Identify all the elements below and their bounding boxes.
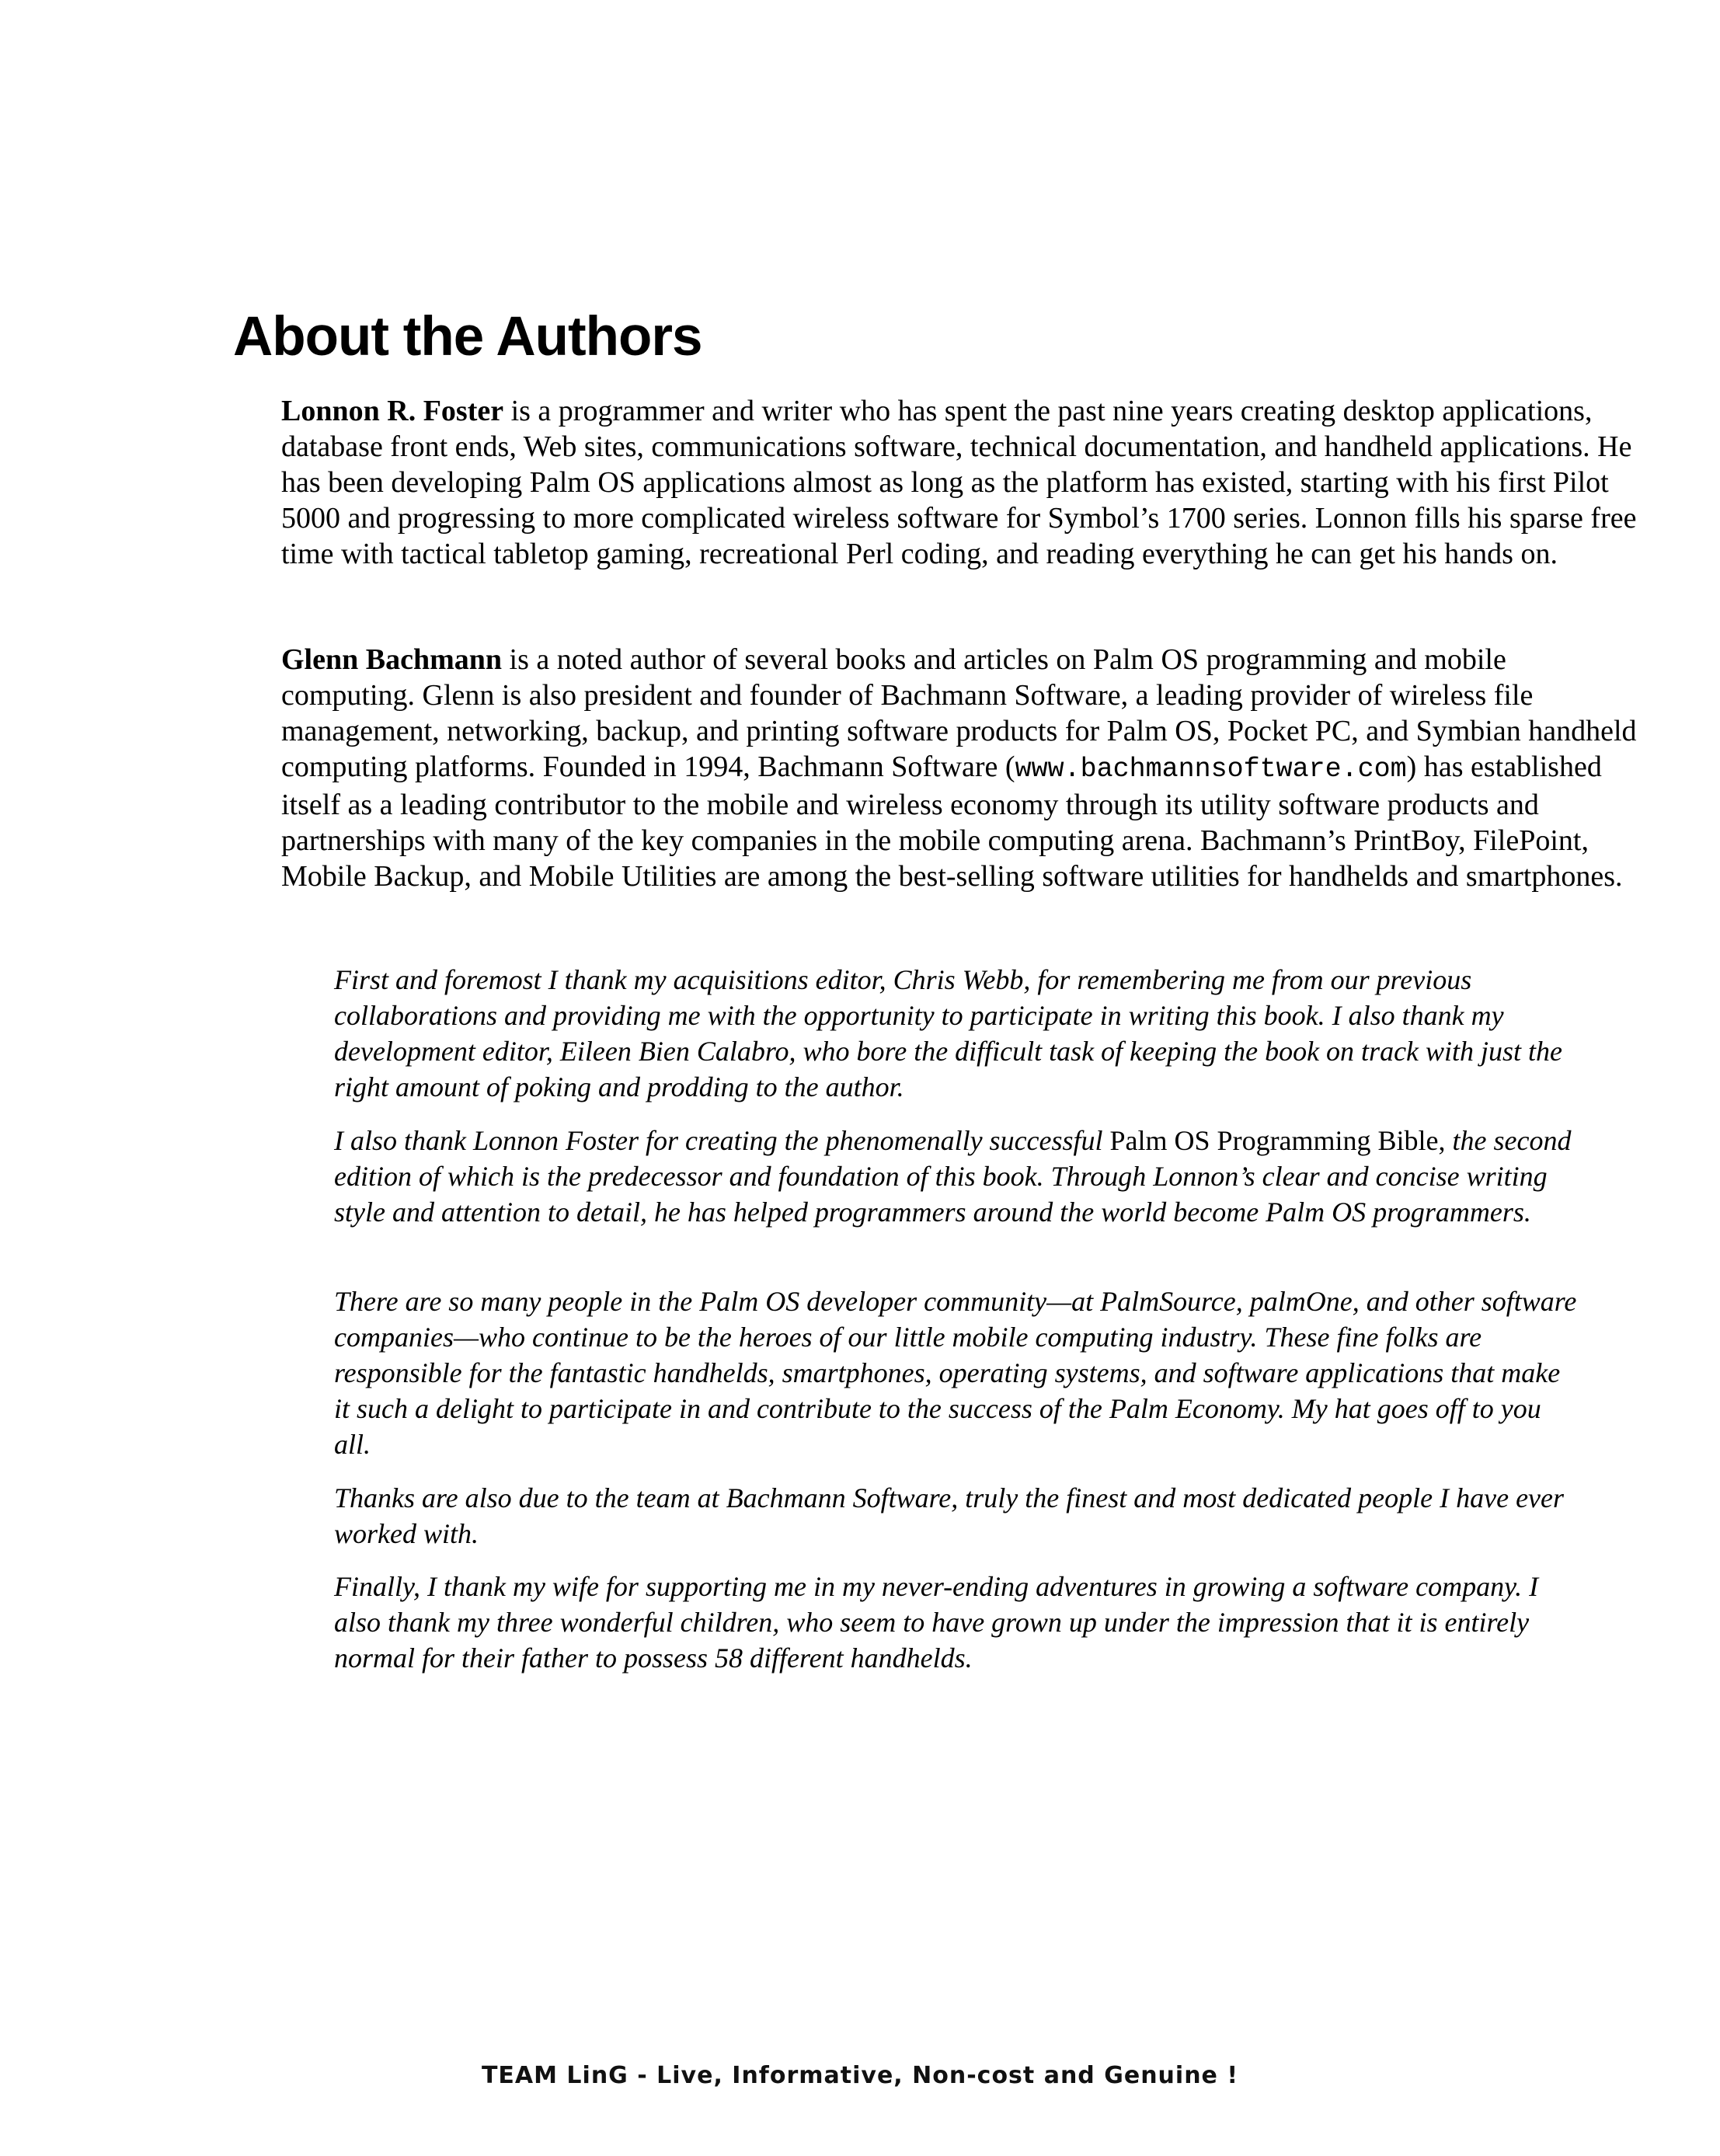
author-name-bachmann: Glenn Bachmann [281,643,503,676]
acknowledgment-paragraph-2-text-continued: the second edition of which is the predecessor and foundation of this book. Through Lonnon’s clear and concise writing style and attention to detail, he has helped programmers around the world become Palm OS programmers. [334,1125,1572,1228]
acknowledgment-paragraph-3: There are so many people in the Palm OS developer community—at PalmSource, palmOne, and other software companies—who continue to be the heroes of our little mobile computing industry. These fine folks are responsible for the fantastic handhelds, smartphones, operating systems, and software applications that make it such a delight to participate in and contribute to the success of the Palm Economy. My hat goes off to you all. [334,1286,1577,1460]
acknowledgment-paragraph-2 [334,1123,1582,1230]
acknowledgment-paragraph-1: First and foremost I thank my acquisitions editor, Chris Webb, for remembering me from our previous collaborations and providing me with the opportunity to participate in writing this book. I also thank my development editor, Eileen Bien Calabro, who bore the difficult task of keeping the book on track with just the right amount of poking and prodding to the author. [334,964,1563,1102]
acknowledgment-paragraph-4: Thanks are also due to the team at Bachmann Software, truly the finest and most dedicated people I have ever worked with. [334,1482,1565,1549]
author-bio-foster [281,393,1647,572]
book-title: Palm OS Programming Bible, [1109,1125,1446,1156]
acknowledgment-paragraph-5: Finally, I thank my wife for supporting me in my never-ending adventures in growing a software company. I also thank my three wonderful children, who seem to have grown up under the impression that it is entirely normal for their father to possess 58 different handhelds. [334,1571,1539,1674]
acknowledgment-paragraph-2-text: I also thank Lonnon Foster for creating the phenomenally successful [334,1125,1110,1156]
author-name-foster: Lonnon R. Foster [281,395,504,427]
author-bio-text-foster: is a programmer and writer who has spent the past nine years creating desktop applications, database front ends, Web sites, communications software, technical documentation, and handheld applications. He has been developing Palm OS applications almost as long as the platform has existed, starting with his first Pilot 5000 and progressing to more complicated wireless software for Symbol’s 1700 series. Lonnon fills his sparse free time with tactical tabletop gaming, recreational Perl coding, and reading everything he can get his hands on. [281,395,1637,570]
company-url: www.bachmannsoftware.com [1015,754,1407,785]
author-bio-text-bachmann: is a noted author of several books and articles on Palm OS programming and mobile computing. Glenn is also president and founder of Bachmann Software, a leading provider of wireless file management, networking, backup, and printing software products for Palm OS, Pocket PC, and Symbian handheld computing platforms. Founded in 1994, Bachmann Software ( [281,643,1637,783]
footer-watermark: TEAM LinG - Live, Informative, Non-cost and Genuine ! [481,2062,1239,2089]
page-title: About the Authors [233,306,702,367]
author-bio-bachmann [281,642,1647,894]
author-bio-text-bachmann-continued: ) has established itself as a leading contributor to the mobile and wireless economy through its utility software products and partnerships with many of the key companies in the mobile computing arena. Bachmann’s PrintBoy, FilePoint, Mobile Backup, and Mobile Utilities are among the best-selling software utilities for handhelds and smartphones. [281,751,1623,893]
